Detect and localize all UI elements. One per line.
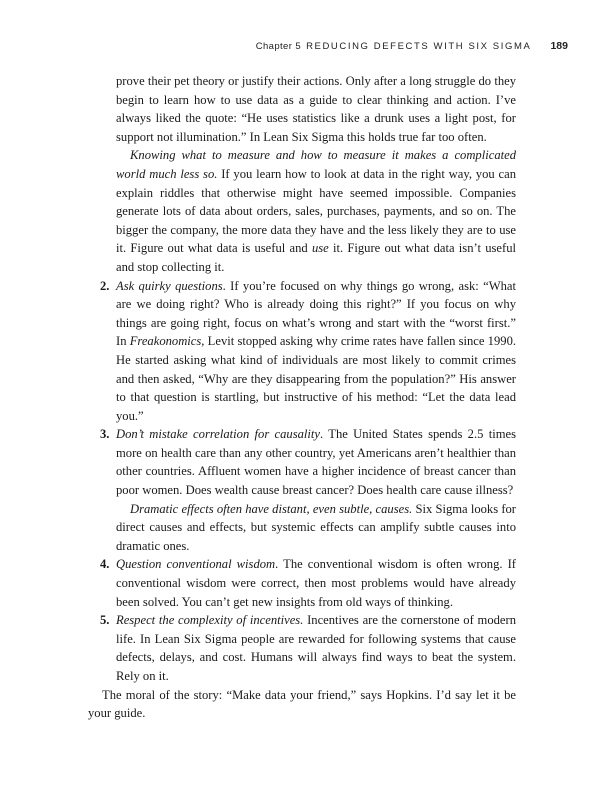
list-lead: Ask quirky questions xyxy=(116,278,223,293)
list-text: . The United States spends 2.5 times more on health care than any other country, yet Americans aren’t healthier than other countries. Affluent women have a higher incidence of breast cancer than poor women. Does wealth cause breast cancer? Does health care cause illness? xyxy=(116,427,516,498)
list-text: . If you’re focused on why things go wrong, ask: “What are we doing right? Who is already doing this right?” If you focus on why things are going right, focus on what’s wrong and start with the “worst first.” In xyxy=(116,278,517,349)
page-number: 189 xyxy=(550,40,568,52)
list-text: Incentives are the cornerstone of modern life. In Lean Six Sigma people are rewarded for following systems that cause defects, delays, and cost. Humans will always find ways to beat the system. Rely on it. xyxy=(116,613,516,683)
list-sub-paragraph xyxy=(116,500,516,556)
list-item-5 xyxy=(88,611,516,685)
list-item-3 xyxy=(88,425,516,555)
list-sub-lead: Dramatic effects often have distant, even subtle, causes. xyxy=(130,501,413,516)
book-title: Freakonomics, xyxy=(129,334,205,349)
measure-text-a: If you learn how to look at data in the right way, you can explain riddles that otherwise might have seemed impossible. Companies generate lots of data about orders, sales, purchases, payments, and so on. The bigger the company, the more data they have and the less likely they are to use it. Figure out what data is useful and xyxy=(116,166,516,256)
numbered-list xyxy=(88,277,516,686)
list-text: Levit stopped asking why crime rates have fallen since 1990. He started asking what kind of individuals are most likely to commit crimes and then asked, “Why are they disappearing from the population?” His answer to that question is startling, but instructive of his method: “Let the data lead you.” xyxy=(116,334,517,423)
measure-text-b: it. Figure out what data isn’t useful and stop collecting it. xyxy=(116,241,516,274)
list-paragraph xyxy=(116,277,516,426)
list-paragraph xyxy=(116,611,516,685)
continued-paragraph: prove their pet theory or justify their actions. Only after a long struggle do they begin to learn how to use data as a guide to clear thinking and action. I’ve always liked the quote: “He uses statistics like a drunk uses a light post, for support not illumination.” In Lean Six Sigma this holds true far too often. xyxy=(116,74,516,144)
list-item-4 xyxy=(88,555,516,611)
closing-paragraph: The moral of the story: “Make data your friend,” says Hopkins. I’d say let it be your guide. xyxy=(88,687,516,721)
list-text: . The conventional wisdom is often wrong. If conventional wisdom were correct, then most problems would have already been solved. You can’t get new insights from old ways of thinking. xyxy=(116,557,516,609)
chapter-label: Chapter 5 xyxy=(255,41,302,52)
list-paragraph xyxy=(116,555,516,611)
list-item-2 xyxy=(88,277,516,426)
running-header xyxy=(256,40,568,52)
body-text xyxy=(88,72,516,723)
list-paragraph xyxy=(116,425,516,499)
list-number: 5. xyxy=(100,613,110,628)
list-number: 4. xyxy=(100,557,110,572)
list-number: 2. xyxy=(100,278,110,293)
list-sub-text: Six Sigma looks for direct causes and effects, but systemic effects can amplify subtle causes into dramatic ones. xyxy=(116,501,517,553)
list-lead: Respect the complexity of incentives. xyxy=(116,613,304,628)
list-number: 3. xyxy=(100,427,110,442)
list-lead: Question conventional wisdom xyxy=(116,557,276,572)
chapter-title: REDUCING DEFECTS WITH SIX SIGMA xyxy=(306,41,532,52)
measure-use-word: use xyxy=(311,241,329,256)
measure-lead: Knowing what to measure and how to measure it makes a complicated world much less so. xyxy=(116,148,516,181)
list-lead: Don’t mistake correlation for causality xyxy=(116,427,321,442)
measure-paragraph xyxy=(88,146,516,276)
